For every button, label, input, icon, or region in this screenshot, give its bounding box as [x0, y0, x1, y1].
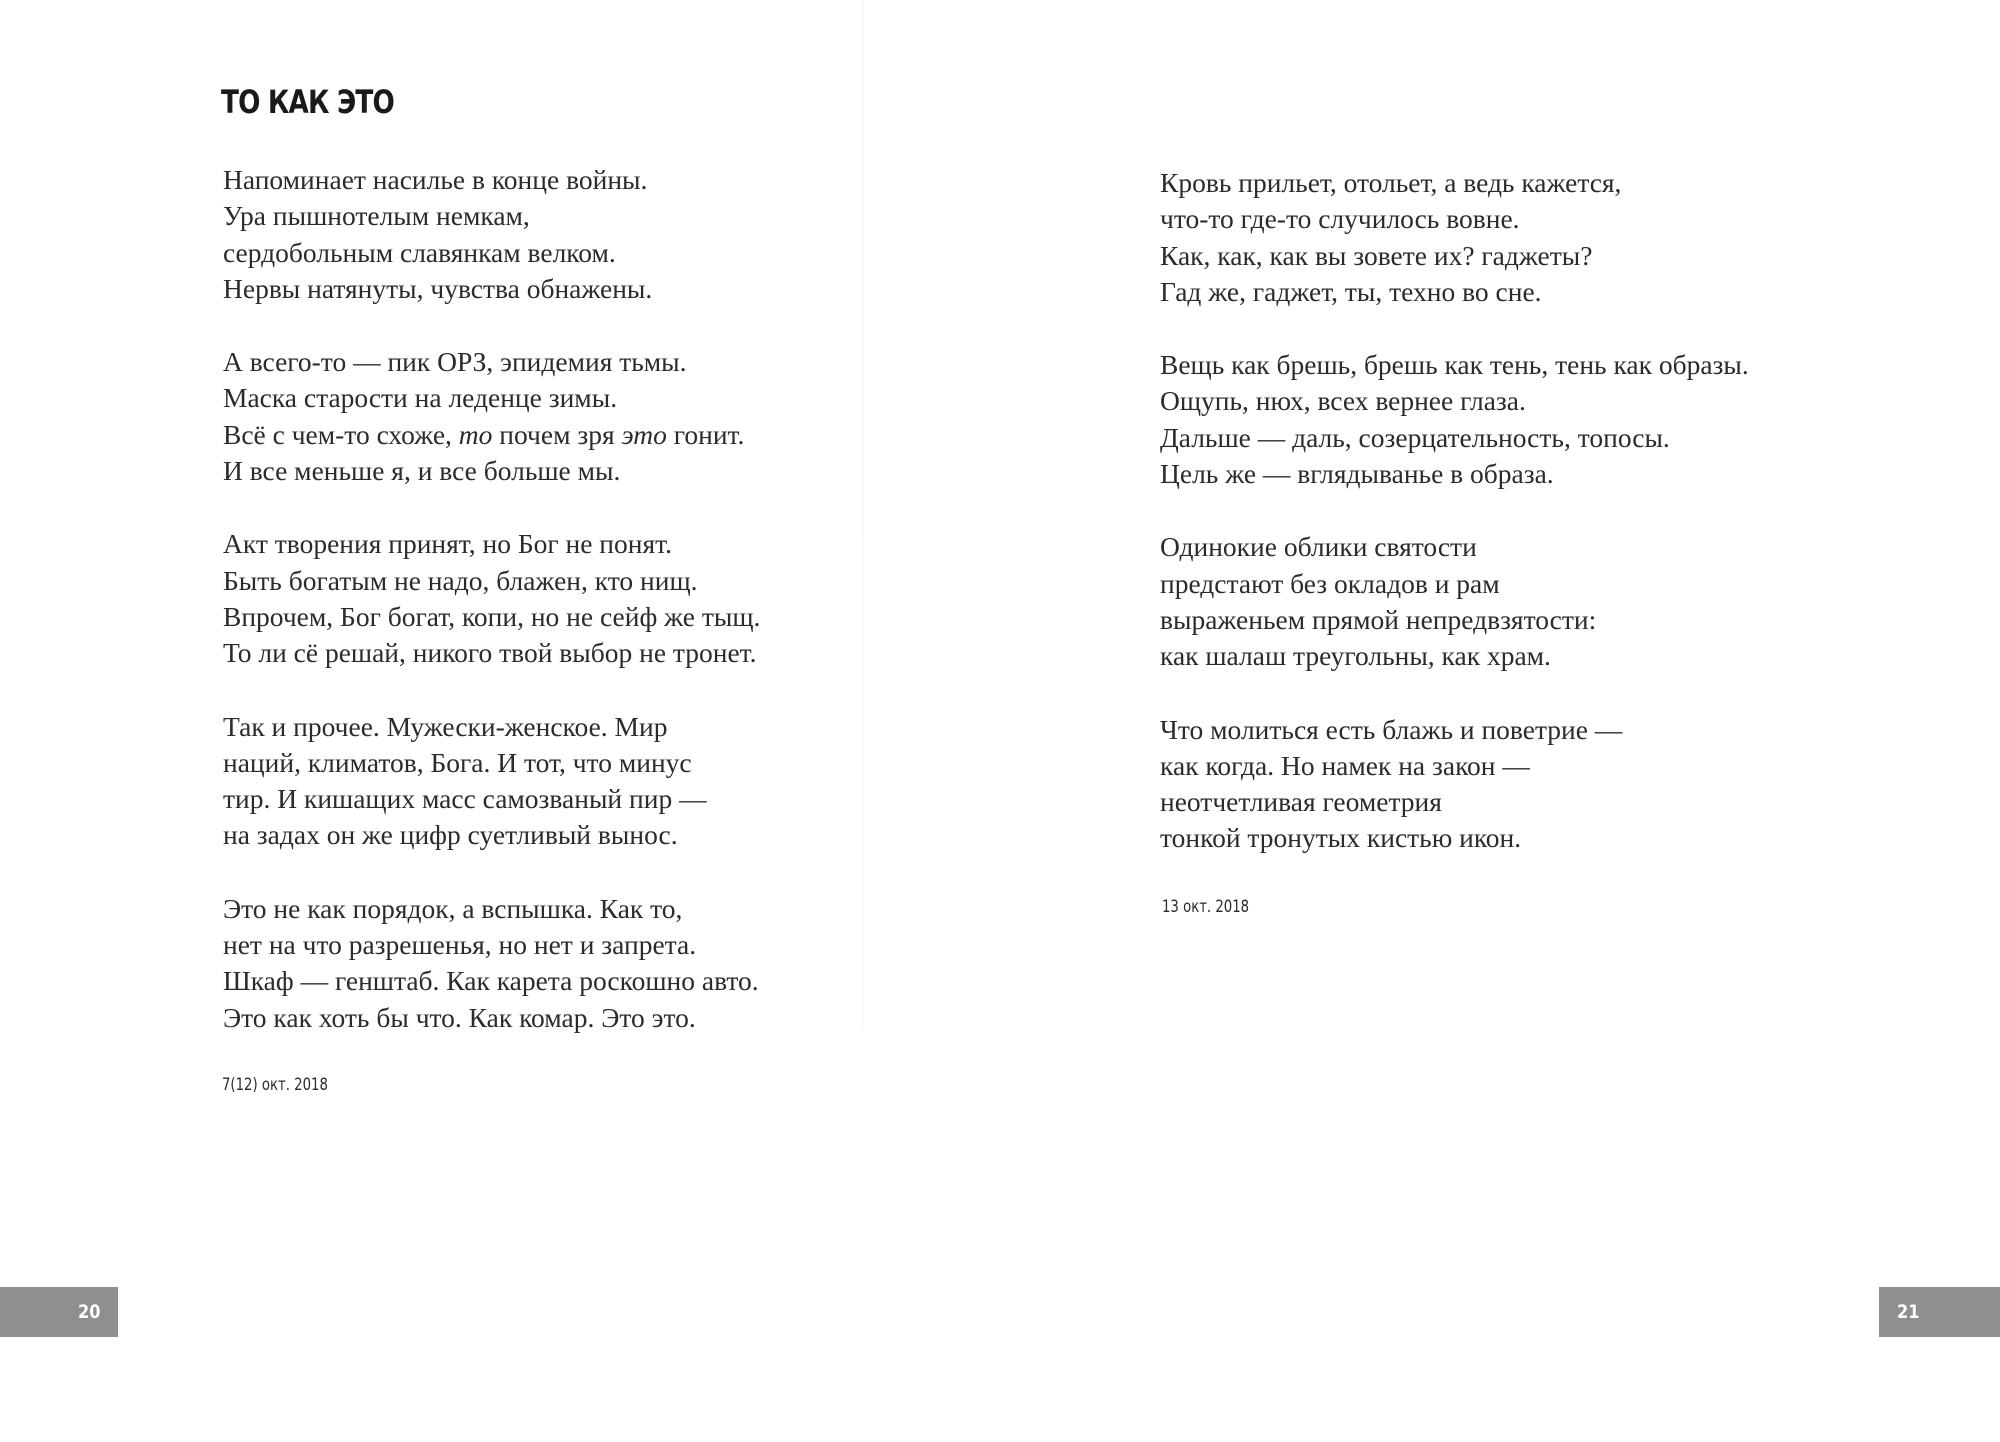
- poem-line: Кровь прильет, отольет, а ведь кажется,: [1160, 167, 1622, 198]
- poem-line: Маска старости на леденце зимы.: [223, 382, 618, 414]
- right-poem: [1160, 165, 1749, 894]
- text-segment: почем зря: [492, 418, 622, 450]
- poem-line: выраженьем прямой непредвзятости:: [1160, 603, 1597, 635]
- left-poem: [223, 162, 760, 1073]
- poem-line: Это как хоть бы что. Как комар. Это это.: [223, 1001, 696, 1033]
- poem-line: нет на что разрешенья, но нет и запрета.: [223, 929, 697, 961]
- poem-line: Быть богатым не надо, блажен, кто нищ.: [223, 564, 698, 596]
- poem-line: что-то где-то случилось вовне.: [1160, 203, 1520, 235]
- page-gutter: [862, 0, 864, 1030]
- poem-line: сердобольным славянкам велком.: [223, 236, 616, 268]
- page-number: 21: [1896, 1301, 1920, 1323]
- poem-line: предстают без окладов и рам: [1160, 567, 1500, 599]
- poem-line: Вещь как брешь, брешь как тень, тень как образы.: [1160, 349, 1749, 381]
- stanza: [223, 709, 760, 854]
- poem-line: Впрочем, Бог богат, копи, но не сейф же тыщ.: [223, 600, 761, 632]
- poem-line: То ли сё решай, никого твой выбор не тронет.: [223, 637, 757, 669]
- poem-line: Напоминает насилье в конце войны.: [223, 164, 648, 195]
- poem-line: тонкой тронутых кистью икон.: [1160, 822, 1522, 854]
- text-segment: гонит.: [666, 418, 745, 450]
- text-segment: Всё с чем-то схоже,: [223, 418, 459, 450]
- poem-line: Ура пышнотелым немкам,: [223, 200, 530, 232]
- poem-line: Что молиться есть блажь и поветрие —: [1160, 713, 1623, 745]
- poem-line: на задах он же цифр суетливый вынос.: [223, 819, 678, 851]
- poem-line: А всего-то — пик ОРЗ, эпидемия тьмы.: [223, 346, 687, 378]
- italic-word: то: [458, 418, 493, 450]
- poem-line-with-italics: [223, 417, 760, 453]
- poem-line: Гад же, гаджет, ты, техно во сне.: [1160, 275, 1542, 307]
- poem-line: тир. И кишащих масс самозваный пир —: [223, 783, 707, 815]
- stanza: [1160, 712, 1749, 857]
- poem-date: 13 окт. 2018: [1162, 897, 1250, 917]
- poem-date: 7(12) окт. 2018: [222, 1075, 328, 1095]
- poem-line: Дальше — даль, созерцательность, топосы.: [1160, 421, 1670, 453]
- page-number-tab: [1879, 1287, 2000, 1337]
- stanza: [223, 162, 760, 307]
- page-number: 20: [77, 1301, 101, 1323]
- poem-line: Ощупь, нюх, всех вернее глаза.: [1160, 385, 1526, 417]
- poem-line: Как, как, как вы зовете их? гаджеты?: [1160, 239, 1593, 271]
- poem-line: как когда. Но намек на закон —: [1160, 749, 1530, 781]
- poem-line: Одинокие облики святости: [1160, 531, 1477, 563]
- poem-line: Так и прочее. Мужески-женское. Мир: [223, 710, 668, 742]
- poem-line: Цель же — вглядыванье в образа.: [1160, 458, 1554, 490]
- stanza: [1160, 347, 1749, 492]
- poem-line: Это не как порядок, а вспышка. Как то,: [223, 892, 683, 924]
- poem-line: неотчетливая геометрия: [1160, 786, 1442, 818]
- italic-word: это: [621, 418, 667, 450]
- stanza: [223, 526, 760, 671]
- poem-title: ТО КАК ЭТО: [221, 83, 394, 121]
- stanza: [1160, 529, 1749, 674]
- poem-line: наций, климатов, Бога. И тот, что минус: [223, 746, 692, 778]
- poem-line: как шалаш треугольны, как храм.: [1160, 640, 1551, 672]
- poem-line: Шкаф — генштаб. Как карета роскошно авто.: [223, 965, 759, 997]
- poem-line: И все меньше я, и все больше мы.: [223, 455, 621, 487]
- page-number-tab: [0, 1287, 118, 1337]
- poem-line: Акт творения принят, но Бог не понят.: [223, 528, 672, 560]
- stanza: [223, 344, 760, 489]
- stanza: [1160, 165, 1749, 310]
- stanza: [223, 891, 760, 1036]
- poem-line: Нервы натянуты, чувства обнажены.: [223, 272, 653, 304]
